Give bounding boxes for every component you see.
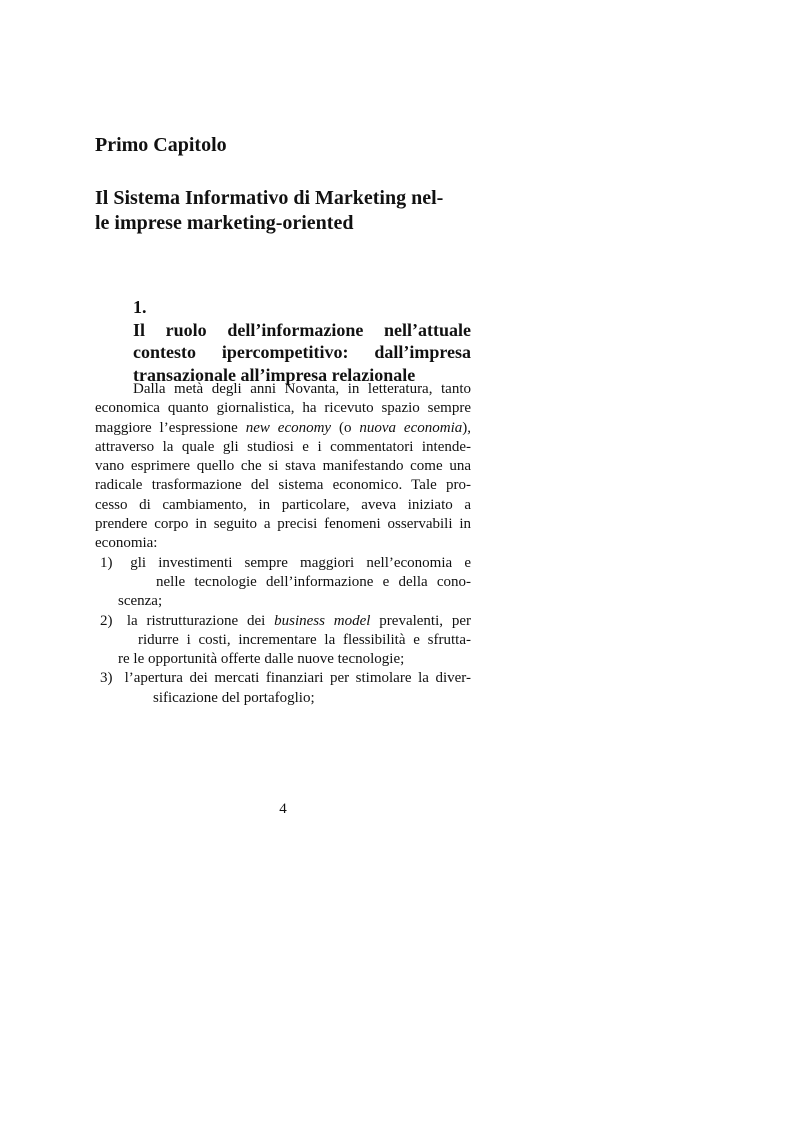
paragraph-text: ), (462, 419, 471, 436)
paragraph-text: maggiore l’espressione (95, 419, 246, 436)
list-item-text: l’apertura dei mercati finanziari per stimolare la diver- (124, 670, 471, 687)
chapter-title-line: le imprese marketing-oriented (95, 212, 354, 234)
emphasis-term: business model (274, 612, 371, 629)
emphasis-term: nuova economia (359, 419, 463, 436)
section-title-line: contesto ipercompetitivo: dall’impresa (133, 342, 471, 362)
list-item-line: ridurre i costi, incrementare la flessibilità e sfrutta- (138, 631, 471, 648)
list-item (95, 669, 471, 688)
section-title-line: Il ruolo dell’informazione nell’attuale (133, 319, 471, 340)
chapter-title-line: Il Sistema Informativo di Marketing nel- (95, 187, 444, 209)
section-number: 1. (133, 297, 147, 317)
paragraph-line: cesso di cambiamento, in particolare, aveva iniziato a (95, 496, 471, 513)
paragraph-line: vano esprimere quello che si stava manifestando come una (95, 458, 471, 475)
chapter-label: Primo Capitolo (95, 134, 227, 156)
list-marker: 3) (100, 670, 113, 687)
list-item-line: nelle tecnologie dell’informazione e della cono- (156, 573, 471, 590)
list-item (95, 554, 471, 573)
paragraph-line: radicale trasformazione del sistema economico. Tale pro- (95, 477, 471, 494)
paragraph-line: economica quanto giornalistica, ha ricevuto spazio sempre (95, 400, 471, 417)
emphasis-term: new economy (245, 419, 332, 436)
list-item-line: sificazione del portafoglio; (153, 689, 315, 706)
paragraph-line: economia: (95, 535, 158, 552)
list-marker: 2) (100, 612, 113, 629)
list-item (95, 612, 471, 631)
paragraph-line: Dalla metà degli anni Novanta, in letteratura, tanto (133, 381, 471, 397)
paragraph-line: prendere corpo in seguito a precisi fenomeni osservabili in (95, 516, 471, 533)
list-item-line: re le opportunità offerte dalle nuove tecnologie; (118, 651, 405, 668)
section-title-line: transazionale all’impresa relazionale (133, 364, 416, 385)
paragraph-line (95, 419, 471, 438)
list-marker: 1) (100, 554, 113, 571)
list-item-line: scenza; (118, 593, 163, 610)
list-item-text: la ristrutturazione dei (126, 612, 275, 629)
list-item-text: prevalenti, per (370, 612, 472, 629)
body-text (95, 380, 471, 708)
paragraph-text: (o (331, 419, 360, 436)
section-heading (133, 296, 471, 386)
list-item-text: gli investimenti sempre maggiori nell’economia e (130, 554, 472, 571)
paragraph-line: attraverso la quale gli studiosi e i commentatori intende- (95, 438, 471, 455)
page-number: 4 (279, 801, 287, 817)
chapter-title (95, 186, 475, 236)
